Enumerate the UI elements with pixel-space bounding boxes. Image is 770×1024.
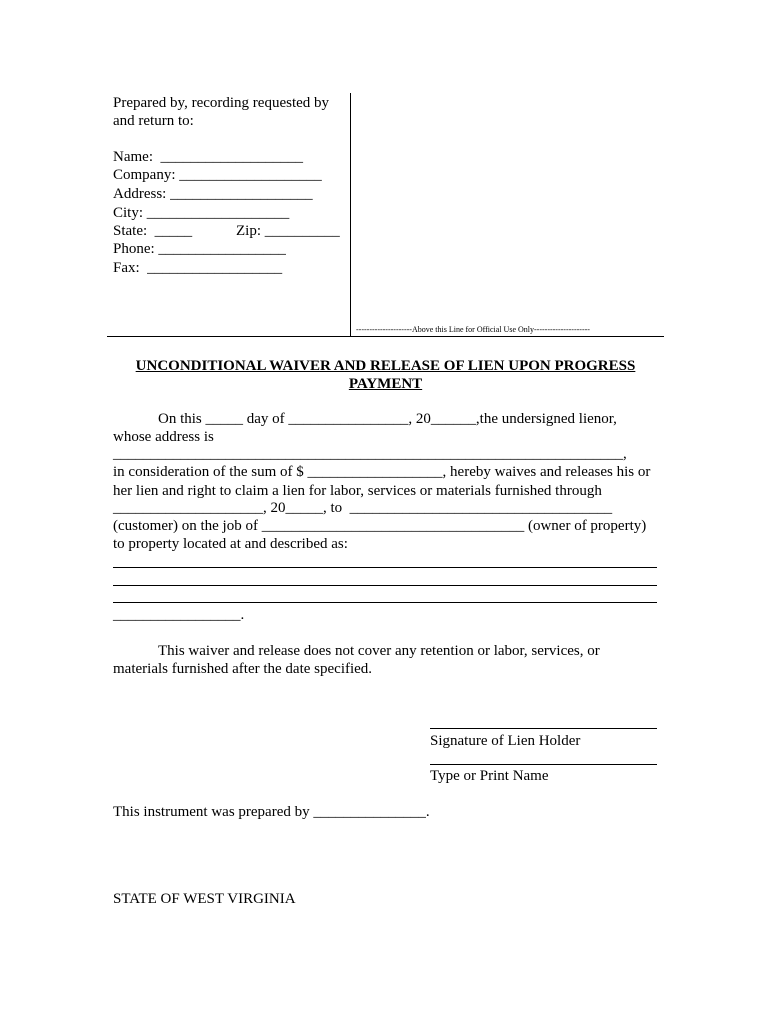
phone-field[interactable]: Phone: _________________ — [113, 241, 286, 257]
signature-line[interactable] — [430, 728, 657, 729]
fax-field[interactable]: Fax: __________________ — [113, 260, 283, 276]
prepared-by-line-1: Prepared by, recording requested by — [113, 95, 330, 111]
company-field[interactable]: Company: ___________________ — [113, 167, 322, 183]
address-field[interactable]: Address: ___________________ — [113, 186, 313, 202]
body-line-5: her lien and right to claim a lien for labor, services or materials furnished through — [113, 483, 602, 499]
property-description-line-3[interactable] — [113, 602, 657, 603]
property-description-line-4[interactable]: _________________. — [113, 607, 245, 623]
print-name-label: Type or Print Name — [430, 768, 549, 784]
body-line-6: ____________________, 20_____, to ___________________________________ — [113, 500, 613, 516]
property-description-line-2[interactable] — [113, 585, 657, 586]
lienor-address-field[interactable]: ____________________________________________________________________, — [113, 446, 627, 462]
official-use-label: ---------------------Above this Line for Official Use Only--------------------- — [356, 325, 590, 334]
signature-label: Signature of Lien Holder — [430, 733, 581, 749]
title-line-2: PAYMENT — [348, 376, 423, 392]
prepared-by-line-2: and return to: — [113, 113, 194, 129]
name-field[interactable]: Name: ___________________ — [113, 149, 303, 165]
document-title — [113, 357, 658, 393]
property-description-line-1[interactable] — [113, 567, 657, 568]
zip-field[interactable]: Zip: __________ — [236, 223, 340, 239]
body-line-1: On this _____ day of ________________, 20______,the undersigned lienor, — [158, 411, 617, 427]
retention-line-1: This waiver and release does not cover any retention or labor, services, or — [158, 643, 600, 659]
prepared-by-statement: This instrument was prepared by _______________. — [113, 804, 430, 820]
header-horizontal-divider — [107, 336, 664, 337]
body-line-2: whose address is — [113, 429, 214, 445]
retention-line-2: materials furnished after the date specified. — [113, 661, 373, 677]
body-line-8: to property located at and described as: — [113, 536, 348, 552]
title-line-1: UNCONDITIONAL WAIVER AND RELEASE OF LIEN UPON PROGRESS — [135, 358, 636, 374]
state-field[interactable]: State: _____ — [113, 223, 193, 239]
state-heading: STATE OF WEST VIRGINIA — [113, 891, 296, 907]
city-field[interactable]: City: ___________________ — [113, 205, 290, 221]
print-name-line[interactable] — [430, 764, 657, 765]
body-line-7: (customer) on the job of ___________________________________ (owner of property) — [113, 518, 647, 534]
header-vertical-divider — [350, 93, 351, 336]
body-line-4: in consideration of the sum of $ __________________, hereby waives and releases his or — [113, 464, 651, 480]
